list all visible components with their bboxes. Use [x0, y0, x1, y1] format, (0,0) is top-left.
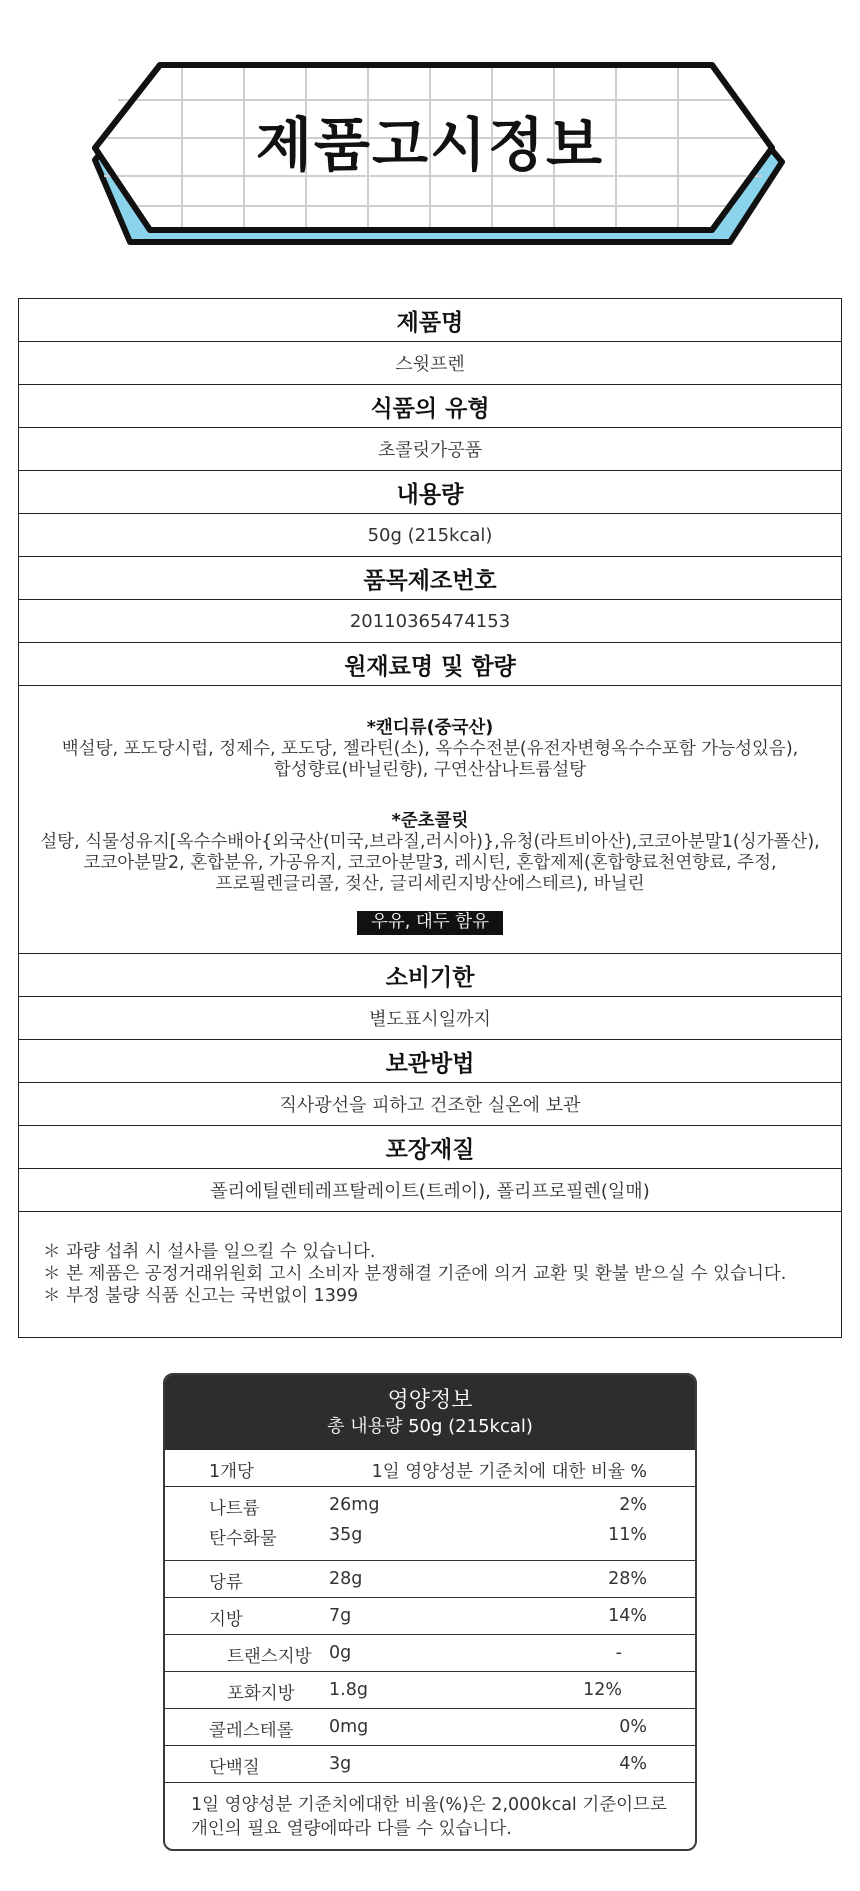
- packaging-value: 폴리에틸렌테레프탈레이트(트레이), 폴리프로필렌(일매): [19, 1169, 841, 1212]
- nutrient-name: 콜레스테롤: [209, 1721, 294, 1741]
- nutrition-column-header: [165, 1450, 695, 1487]
- product-name-value: 스윗프렌: [19, 342, 841, 385]
- chocolate-ingredients-line-1: 설탕, 식물성유지[옥수수배아{외국산(미국,브라질,러시아)},유청(라트비아산),코코아분말1(싱가폴산),: [40, 832, 820, 852]
- candy-ingredients-line-1: 백설탕, 포도당시럽, 정제수, 포도당, 젤라틴(소), 옥수수전분(유전자변형옥수수포함 가능성있음),: [61, 739, 799, 759]
- food-type-value: 초콜릿가공품: [19, 428, 841, 471]
- nutrition-row: [165, 1635, 695, 1672]
- nutrition-row: [165, 1598, 695, 1635]
- ingredients-block: [19, 686, 841, 954]
- footnote-line: 개인의 필요 열량에따라 다를 수 있습니다.: [191, 1819, 512, 1839]
- notice-line: ＊ 본 제품은 공정거래위원회 고시 소비자 분쟁해결 기준에 의거 교환 및 환불 받으실 수 있습니다.: [43, 1264, 787, 1284]
- nutrition-row: [165, 1561, 695, 1598]
- nutrient-amount: 0g: [329, 1643, 352, 1663]
- nutrient-amount: 28g: [329, 1569, 363, 1589]
- packaging-label: 포장재질: [19, 1126, 841, 1169]
- nutrient-amount: 26mg: [329, 1495, 380, 1515]
- nutrient-name: 지방: [209, 1610, 243, 1630]
- notice-line: ＊ 과량 섭취 시 설사를 일으킬 수 있습니다.: [43, 1242, 376, 1262]
- nutrient-amount: 35g: [329, 1525, 363, 1545]
- notice-block: [19, 1212, 841, 1337]
- nutrition-facts-panel: [163, 1373, 697, 1851]
- nutrition-row: [165, 1746, 695, 1783]
- per-serving-label: 1개당: [209, 1462, 254, 1482]
- food-type-label: 식품의 유형: [19, 385, 841, 428]
- expiry-label: 소비기한: [19, 954, 841, 997]
- nutrient-percent: 14%: [608, 1606, 647, 1626]
- ingredients-label: 원재료명 및 함량: [19, 643, 841, 686]
- nutrition-row: [165, 1672, 695, 1709]
- candy-section-title: *캔디류(중국산): [366, 718, 494, 738]
- product-name-label: 제품명: [19, 299, 841, 342]
- nutrient-percent: 12%: [583, 1680, 622, 1700]
- title-banner: [0, 0, 860, 260]
- nutrient-percent: 4%: [619, 1754, 647, 1774]
- nutrition-subtitle: 총 내용량 50g (215kcal): [327, 1416, 533, 1437]
- footnote-line: 1일 영양성분 기준치에대한 비율(%)은 2,000kcal 기준이므로: [191, 1795, 667, 1815]
- capacity-value: 50g (215kcal): [19, 514, 841, 557]
- nutrient-amount: 3g: [329, 1754, 352, 1774]
- nutrient-percent: 0%: [619, 1717, 647, 1737]
- storage-value: 직사광선을 피하고 건조한 실온에 보관: [19, 1083, 841, 1126]
- nutrition-header: [165, 1375, 695, 1450]
- expiry-value: 별도표시일까지: [19, 997, 841, 1040]
- chocolate-ingredients-line-2: 코코아분말2, 혼합분유, 가공유지, 코코아분말3, 레시틴, 혼합제제(혼합향료천연향료, 주정,: [83, 853, 777, 873]
- banner-title: 제품고시정보: [255, 111, 605, 179]
- nutrition-footnote: [165, 1783, 695, 1841]
- nutrient-name: 단백질: [209, 1758, 260, 1778]
- report-number-value: 20110365474153: [19, 600, 841, 643]
- nutrient-amount: 1.8g: [329, 1680, 368, 1700]
- nutrient-amount: 7g: [329, 1606, 352, 1626]
- candy-ingredients-line-2: 합성향료(바닐린향), 구연산삼나트륨설탕: [273, 760, 587, 780]
- product-info-table: [18, 298, 842, 1338]
- nutrient-name: 트랜스지방: [227, 1647, 312, 1667]
- chocolate-ingredients-line-3: 프로필렌글리콜, 젖산, 글리세린지방산에스테르), 바닐린: [215, 874, 645, 894]
- capacity-label: 내용량: [19, 471, 841, 514]
- nutrient-percent: 11%: [608, 1525, 647, 1545]
- nutrition-row: [165, 1709, 695, 1746]
- nutrient-name: 탄수화물: [209, 1529, 277, 1549]
- chocolate-section-title: *준초콜릿: [391, 811, 469, 831]
- nutrient-percent: 28%: [608, 1569, 647, 1589]
- daily-value-label: 1일 영양성분 기준치에 대한 비율 %: [371, 1462, 647, 1482]
- nutrient-amount: 0mg: [329, 1717, 369, 1737]
- nutrition-row-group: [165, 1487, 695, 1561]
- notice-line: ＊ 부정 불량 식품 신고는 국번없이 1399: [43, 1286, 359, 1306]
- nutrition-title: 영양정보: [387, 1388, 473, 1413]
- nutrient-name: 포화지방: [227, 1684, 295, 1704]
- report-number-label: 품목제조번호: [19, 557, 841, 600]
- storage-label: 보관방법: [19, 1040, 841, 1083]
- nutrient-name: 당류: [209, 1573, 243, 1593]
- nutrient-name: 나트륨: [209, 1499, 260, 1519]
- nutrient-percent: -: [615, 1643, 622, 1663]
- nutrient-percent: 2%: [619, 1495, 647, 1515]
- allergen-badge: 우유, 대두 함유: [357, 911, 503, 935]
